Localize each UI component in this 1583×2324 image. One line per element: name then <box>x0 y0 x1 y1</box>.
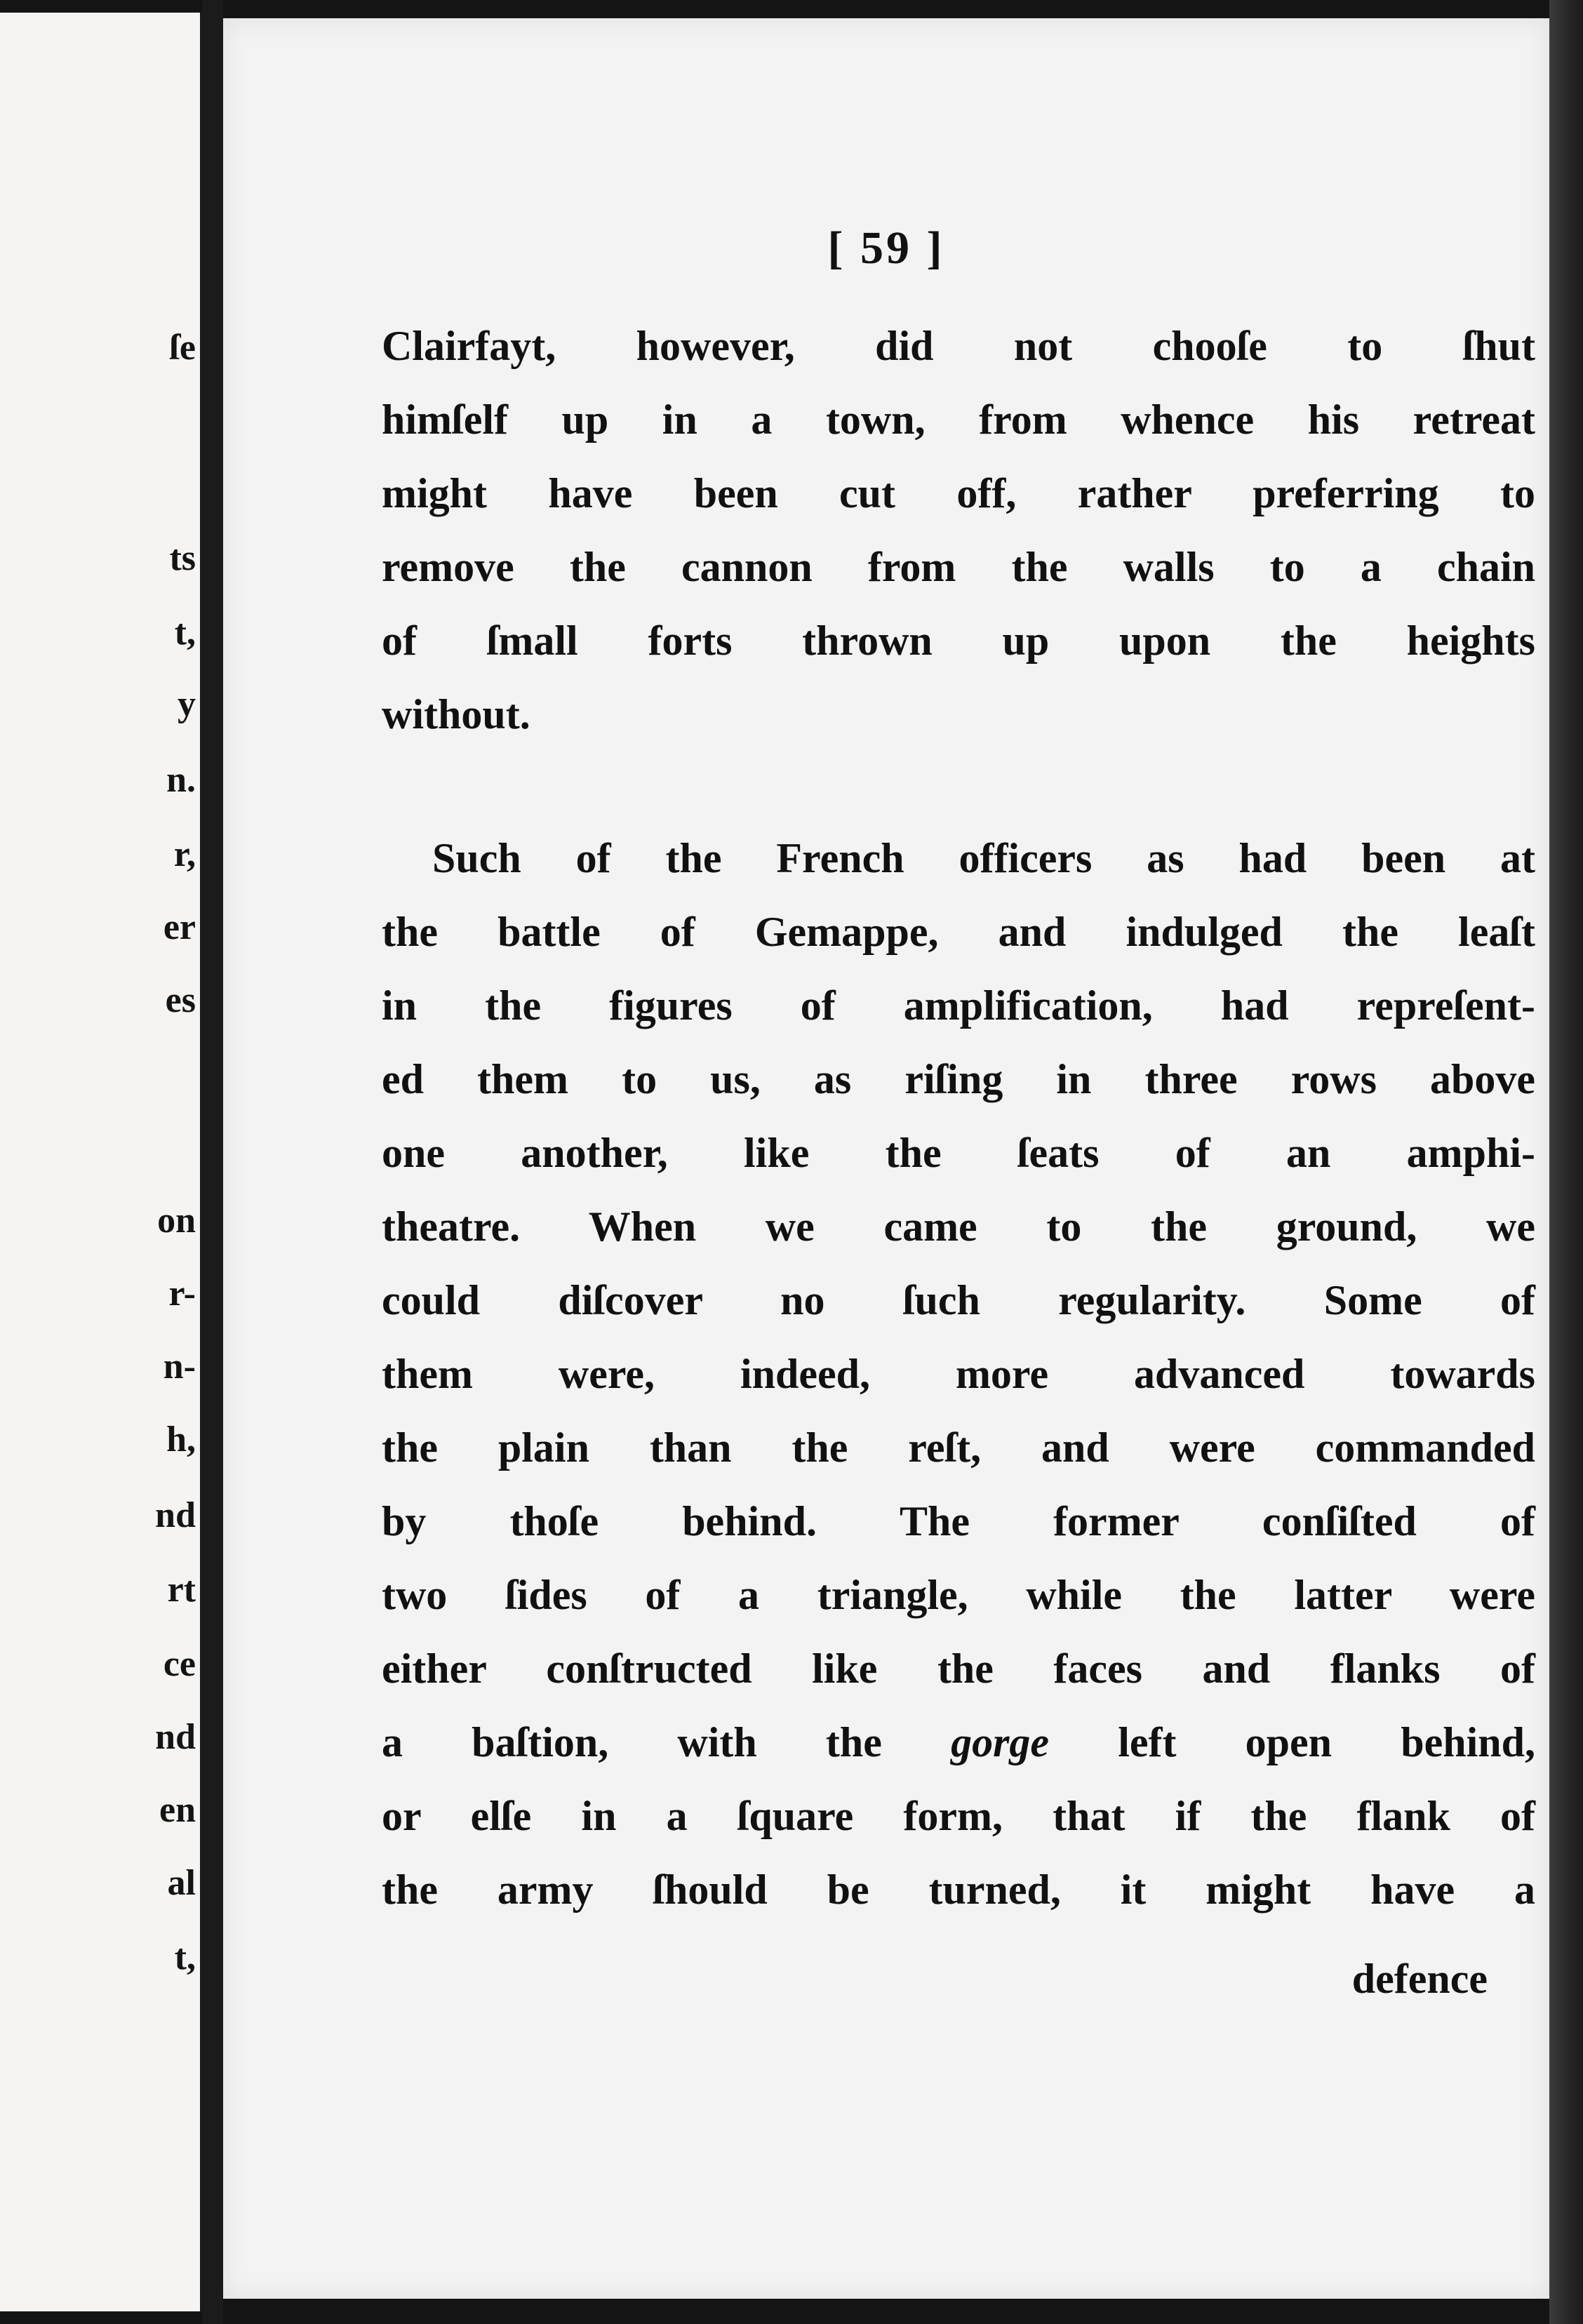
left-page-fragment: ſe <box>169 328 196 368</box>
text-line-with-italic <box>382 1706 1535 1779</box>
text-line: theatre. When we came to the ground, we <box>382 1203 1535 1250</box>
left-page-fragment: r- <box>168 1274 196 1314</box>
text-line: without. <box>382 691 530 737</box>
text-line: them were, indeed, more advanced towards <box>382 1351 1535 1397</box>
text-line: the plain than the reſt, and were commanded <box>382 1424 1535 1471</box>
left-page-fragment: n- <box>163 1347 196 1387</box>
left-page-fragment: nd <box>155 1717 196 1757</box>
text-line: Clairfayt, however, did not chooſe to ſhut <box>382 323 1535 369</box>
text-line: ed them to us, as riſing in three rows above <box>382 1056 1535 1102</box>
left-page-fragment: y <box>178 684 196 724</box>
text-line: the army ſhould be turned, it might have a <box>382 1866 1535 1913</box>
text-line: could diſcover no ſuch regularity. Some of <box>382 1277 1535 1323</box>
text-line: by thoſe behind. The former conſiſted of <box>382 1498 1535 1544</box>
text-line: or elſe in a ſquare form, that if the flank of <box>382 1793 1535 1839</box>
text-segment: left open behind, <box>1118 1719 1535 1765</box>
text-line: might have been cut off, rather preferring to <box>382 470 1535 516</box>
left-page-fragment: nd <box>155 1495 196 1535</box>
text-line: two ſides of a triangle, while the latter were <box>382 1572 1535 1618</box>
left-page-fragment: r, <box>173 834 196 874</box>
right-page-edge <box>1549 0 1583 2324</box>
left-page-fragment: al <box>167 1863 196 1903</box>
left-page-fragment: es <box>165 980 196 1020</box>
left-page-fragment: en <box>159 1790 196 1830</box>
left-page-fragment: n. <box>166 760 196 800</box>
left-page-fragment: er <box>163 907 196 947</box>
text-line: in the figures of amplification, had repreſent- <box>382 982 1535 1029</box>
left-page-fragment: h, <box>166 1420 196 1460</box>
page-number: [ 59 ] <box>827 222 945 274</box>
book-gutter <box>202 0 223 2324</box>
page-body <box>382 309 1535 1927</box>
paragraph-2 <box>382 822 1535 1927</box>
text-line: either conſtructed like the faces and flanks of <box>382 1645 1535 1692</box>
paragraph-1 <box>382 309 1535 752</box>
left-page-fragment: t, <box>174 1937 196 1977</box>
text-line: the battle of Gemappe, and indulged the leaſt <box>382 909 1535 955</box>
text-line: one another, like the ſeats of an amphi- <box>382 1130 1535 1176</box>
left-page-fragment: ce <box>163 1644 196 1684</box>
text-line: of ſmall forts thrown up upon the heights <box>382 617 1535 664</box>
text-line: remove the cannon from the walls to a chain <box>382 544 1535 590</box>
paragraph-gap <box>382 752 1535 822</box>
left-page-edge <box>0 13 202 2311</box>
italic-word: gorge <box>951 1719 1050 1765</box>
text-line: Such of the French officers as had been at <box>432 835 1535 881</box>
catchword: defence <box>1351 1956 1488 2002</box>
text-segment: a baſtion, with the <box>382 1719 882 1765</box>
left-page-fragment: on <box>157 1201 196 1241</box>
left-page-fragment: rt <box>167 1570 196 1610</box>
book-page <box>223 18 1549 2299</box>
left-page-fragment: ts <box>169 538 196 578</box>
text-line: himſelf up in a town, from whence his retreat <box>382 396 1535 443</box>
left-page-fragment: t, <box>174 613 196 653</box>
